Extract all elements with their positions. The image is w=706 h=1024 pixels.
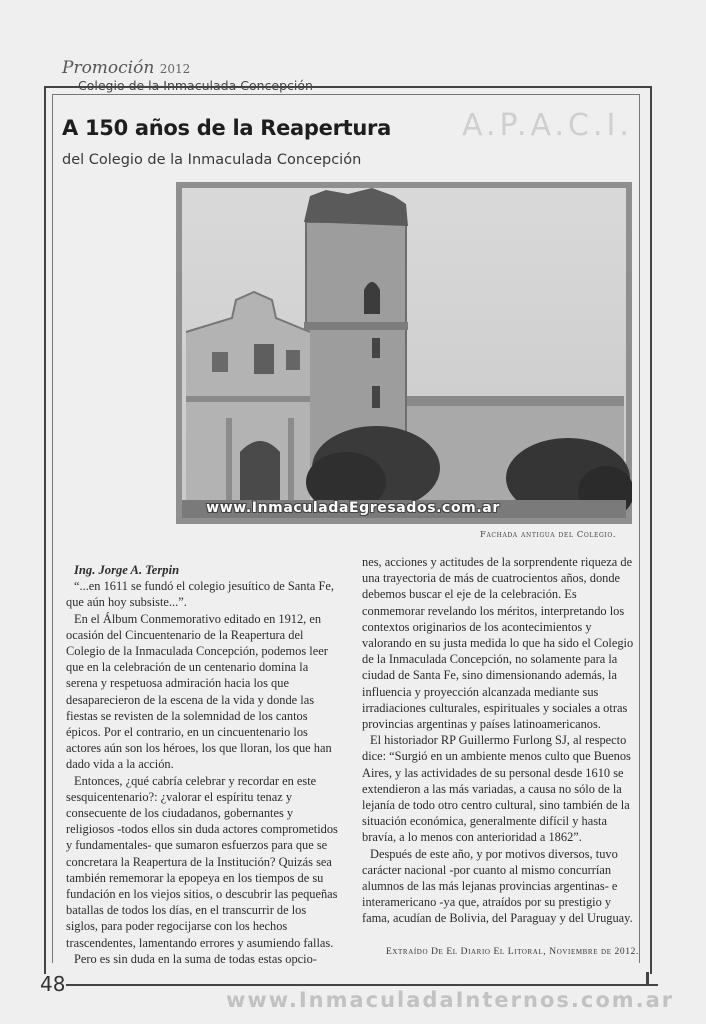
brand-name: Promoción [62, 58, 155, 78]
article-subtitle: del Colegio de la Inmaculada Concepción [62, 152, 362, 168]
paragraph: Pero es sin duda en la suma de todas estas opcio- [74, 951, 317, 966]
paragraph: El historiador RP Guillermo Furlong SJ, al respecto dice: “Surgió en un ambiente menos culto que Buenos Aires, y las actividades de su personal desde 1610 se extendieron a las más variadas, a causa no sólo de la lejanía de todo otro centro cultural, sino también de la situación económica, generalmente difícil y hasta bravía, a lo menos con anterioridad a 1862”. [362, 733, 631, 845]
article-author: Ing. Jorge A. Terpin [74, 563, 180, 577]
header-brand [62, 58, 190, 78]
article-source: Extraído De El Diario El Litoral, Noviembre de 2012. [386, 947, 639, 957]
photo-caption: Fachada antigua del Colegio. [480, 530, 617, 540]
header-school-name: Colegio de la Inmaculada Concepción [78, 78, 313, 93]
article-column-left [66, 562, 338, 967]
page-number: 48 [40, 972, 66, 996]
paragraph: Después de este año, y por motivos diversos, tuvo carácter nacional -por cuanto al mismo concurrían alumnos de las más lejanas provincias argentinas- e interamericano -ya que, atraídos por su prestigio y fama, acudían de Bolivia, del Paraguay y del Uruguay. [362, 846, 633, 926]
bleed-through-text: A.P.A.C.I. [462, 108, 633, 143]
paragraph: “...en 1611 se fundó el colegio jesuítico de Santa Fe, que aún hoy subsiste...”. [66, 579, 335, 610]
paragraph: En el Álbum Conmemorativo editado en 1912, en ocasión del Cincuentenario de la Reapertura del Colegio de la Inmaculada Concepción, podemos leer que en la celebración de un centenario domina la serena y respetuosa admiración hacia los que desaparecieron de la escena de la vida y donde las fiestas se revisten de la solemnidad de los cantos épicos. Por el contrario, en un cincuentenario los actores aún son los héroes, los que lloran, los que han dado vida a la acción. [66, 611, 332, 772]
paragraph: Entonces, ¿qué cabría celebrar y recordar en este sesquicentenario?: ¿valorar el espíritu tenaz y consecuente de los ciudadanos, gobernantes y religiosos -todos ellos sin duda actores comprometidos y fundamentales- que sumaron esfuerzos para que se concretara la Reapertura de la Institución? Quizás sea también rememorar la epopeya en los tiempos de su fundación en los viejos sitios, o descubrir las pequeñas batallas de todos los días, en el transcurrir de los siglos, para poder regocijarse con los hechos trascendentes, lamentando errores y asumiendo fallas. [66, 773, 338, 950]
bottom-corner [646, 972, 649, 986]
footer-watermark: www.InmaculadaInternos.com.ar [226, 988, 675, 1012]
brand-year: 2012 [159, 62, 191, 76]
paragraph: nes, acciones y actitudes de la sorprendente riqueza de una trayectoria de más de cuatrocientos años, donde debemos buscar el eje de la celebración. Es conmemorar revelando los méritos, interpretando los contextos originarios de los acontecimientos y valorando en su justa medida lo que ha sido el Colegio de la Inmaculada Concepción, no solamente para la ciudad de Santa Fe, sino dimensionando además, la influencia y proyección alcanzada mediante sus irradiaciones culturales, espirituales y sociales a otras provincias argentinas y países latinoamericanos. [362, 555, 634, 732]
article-column-right [362, 554, 634, 927]
college-facade-photo [176, 182, 632, 524]
photo-watermark: www.InmaculadaEgresados.com.ar [206, 500, 500, 516]
bottom-rule [66, 984, 658, 986]
article-title: A 150 años de la Reapertura [62, 116, 391, 140]
